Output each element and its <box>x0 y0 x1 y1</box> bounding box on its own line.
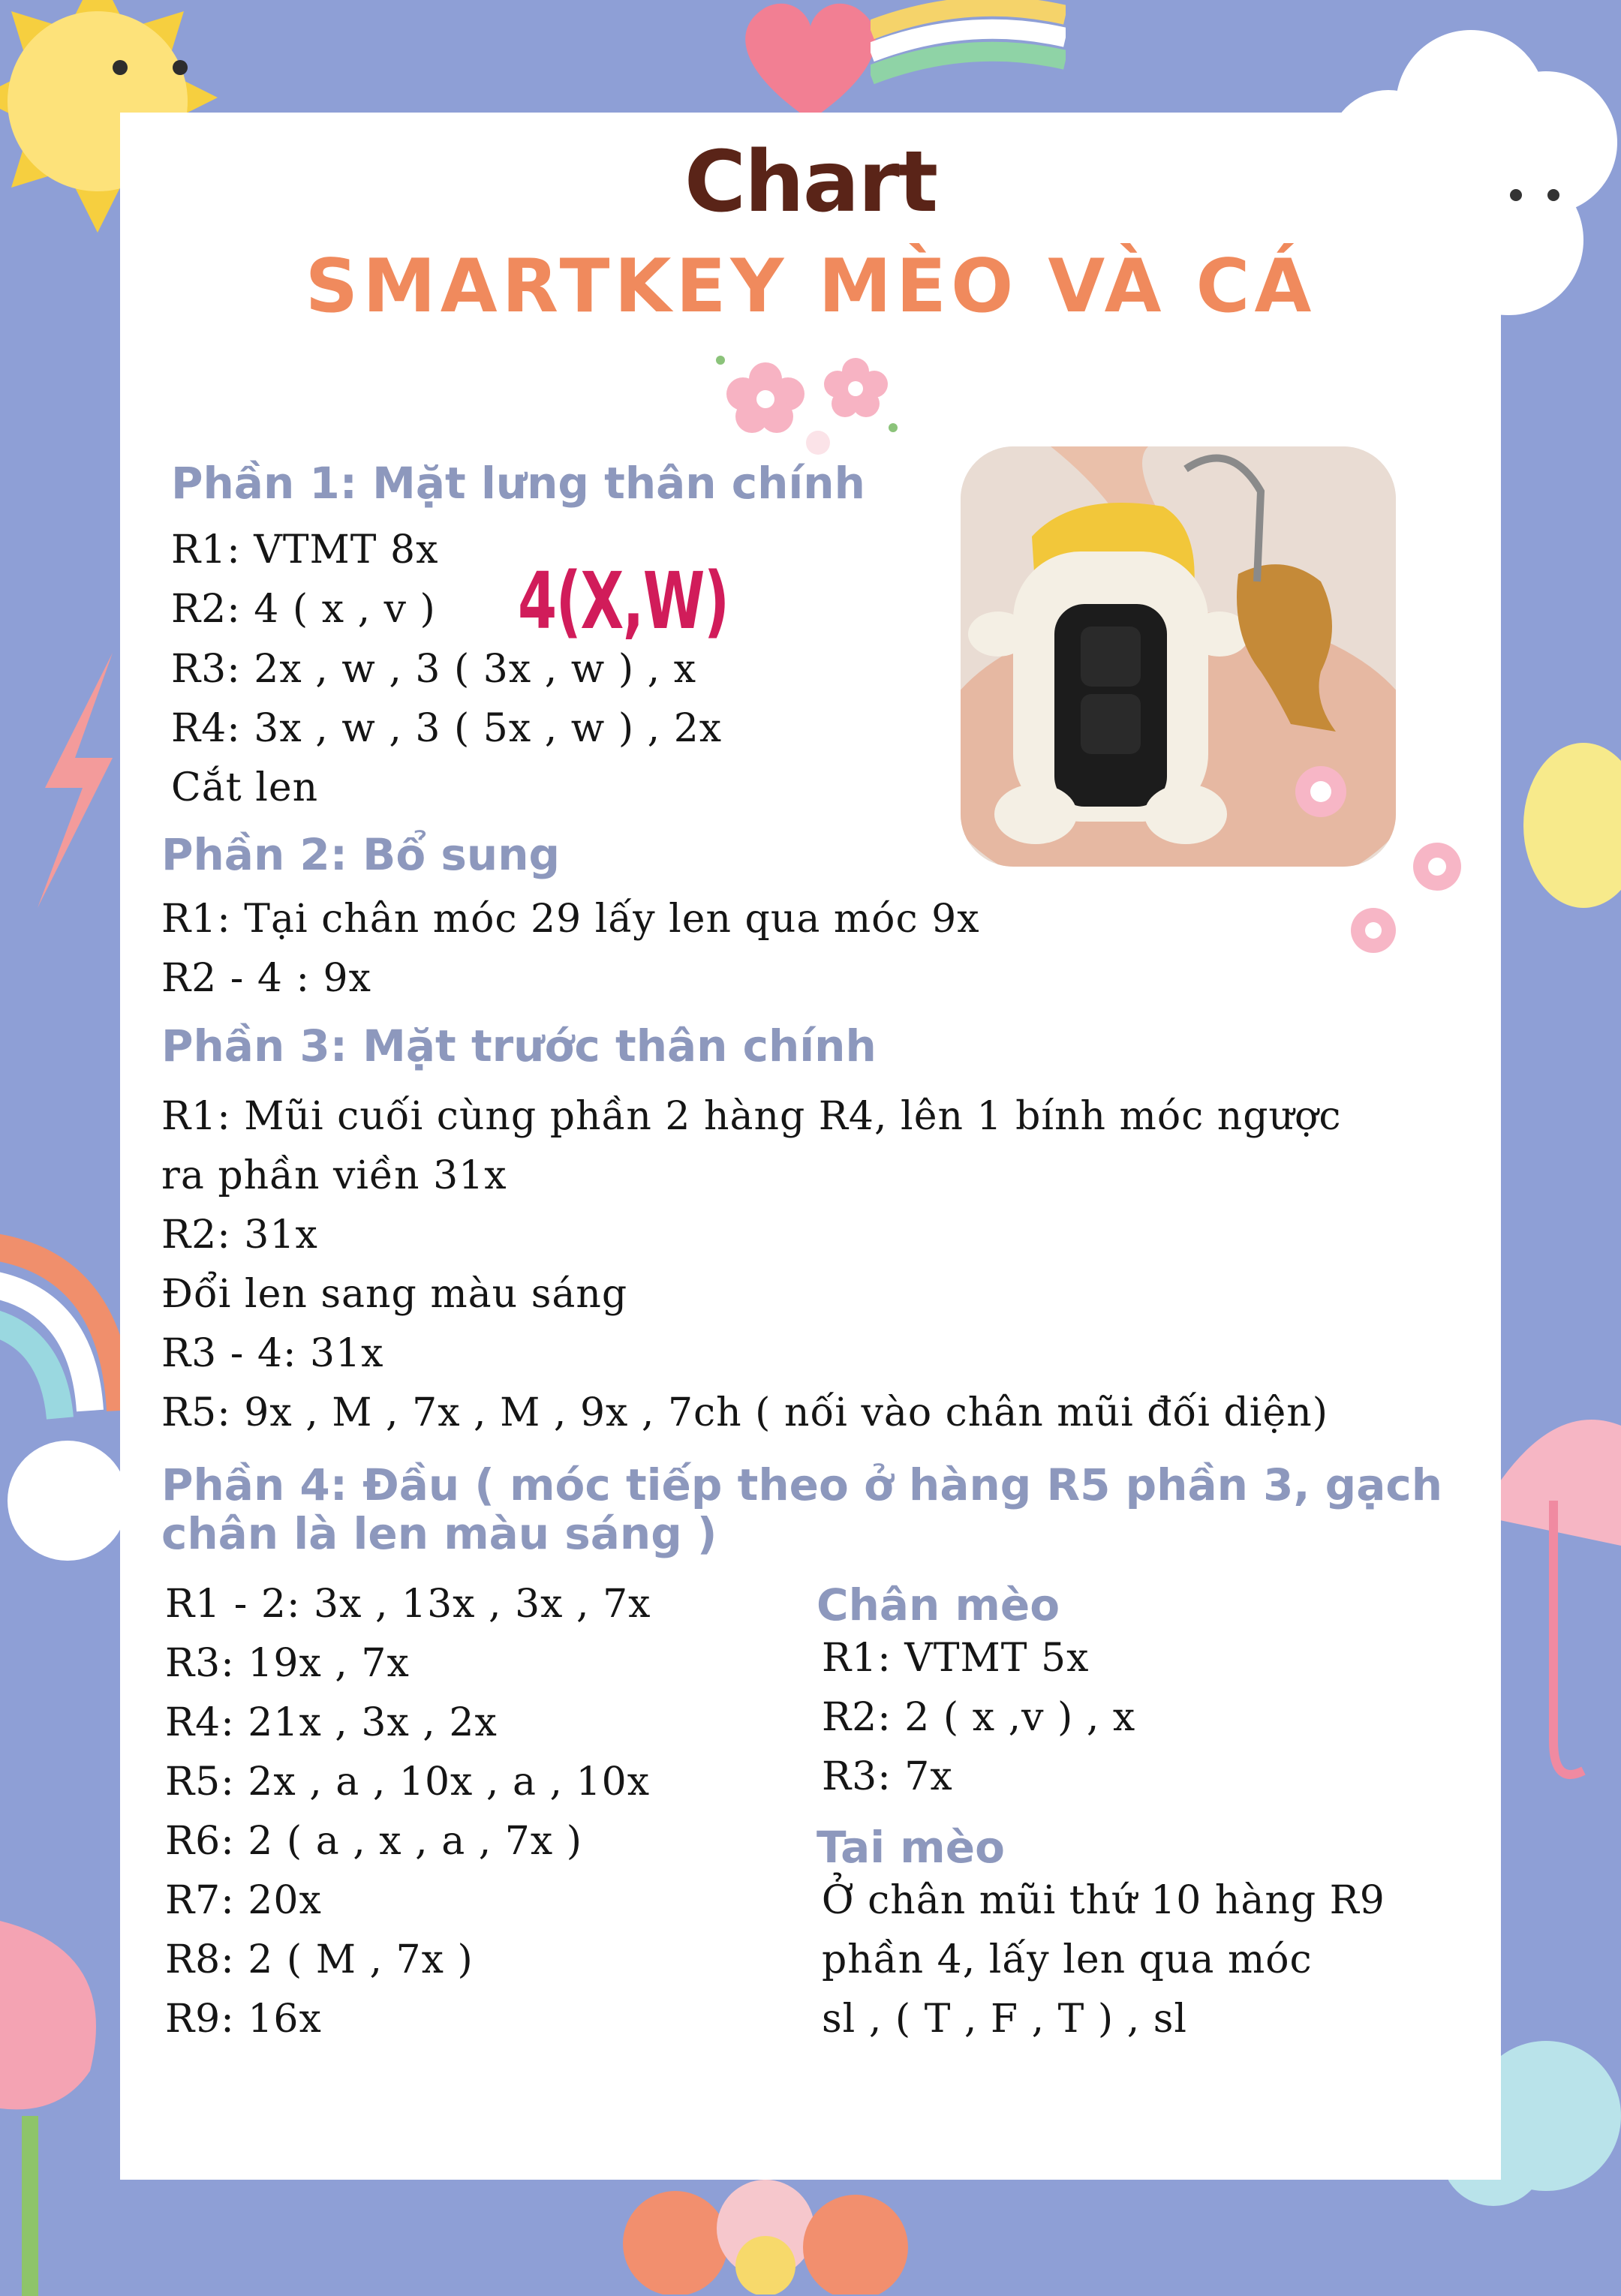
part4-heading-continued: chân là len màu sáng ) <box>161 1508 717 1559</box>
part3-line: ra phần viền 31x <box>161 1153 507 1198</box>
ear-line: phần 4, lấy len qua móc <box>822 1937 1313 1982</box>
lightning-icon <box>30 653 120 908</box>
pattern-card <box>120 113 1501 2180</box>
part4-line: R4: 21x , 3x , 2x <box>165 1700 498 1745</box>
part3-heading: Phần 3: Mặt trước thân chính <box>161 1020 877 1071</box>
flower-icon <box>1501 735 1621 915</box>
paw-heading: Chân mèo <box>817 1579 1060 1630</box>
part1-line: R2: 4 ( x , v ) <box>171 587 436 632</box>
part4-line: R3: 19x , 7x <box>165 1641 410 1686</box>
paw-line: R2: 2 ( x ,v ) , x <box>822 1695 1136 1740</box>
tulip-icon <box>0 1921 128 2296</box>
part3-line: Đổi len sang màu sáng <box>161 1272 628 1317</box>
part2-line: R2 - 4 : 9x <box>161 956 371 1001</box>
flower-icon <box>1291 833 1471 968</box>
handwritten-annotation: 4(X,W) <box>518 555 729 647</box>
part4-line: R7: 20x <box>165 1878 322 1923</box>
paw-line: R1: VTMT 5x <box>822 1636 1090 1681</box>
part2-heading: Phần 2: Bổ sung <box>161 829 561 880</box>
flower-icon <box>705 338 901 458</box>
part2-line: R1: Tại chân móc 29 lấy len qua móc 9x <box>161 897 980 942</box>
part1-line: R3: 2x , w , 3 ( 3x , w ) , x <box>171 647 697 692</box>
part4-line: R6: 2 ( a , x , a , 7x ) <box>165 1819 583 1864</box>
rainbow-icon <box>871 0 1066 105</box>
part3-line: R2: 31x <box>161 1213 318 1258</box>
ear-line: sl , ( T , F , T ) , sl <box>822 1997 1188 2042</box>
part1-heading: Phần 1: Mặt lưng thân chính <box>171 458 865 509</box>
rainbow-icon <box>0 1216 135 1591</box>
paw-line: R3: 7x <box>822 1754 953 1799</box>
ear-line: Ở chân mũi thứ 10 hàng R9 <box>822 1878 1385 1923</box>
part3-line: R5: 9x , M , 7x , M , 9x , 7ch ( nối vào chân mũi đối diện) <box>161 1390 1328 1435</box>
product-photo <box>961 446 1396 867</box>
part1-line: Cắt len <box>171 765 319 810</box>
part4-line: R5: 2x , a , 10x , a , 10x <box>165 1760 651 1805</box>
part1-line: R1: VTMT 8x <box>171 527 439 572</box>
part4-line: R1 - 2: 3x , 13x , 3x , 7x <box>165 1582 651 1627</box>
flower-icon <box>615 2176 931 2294</box>
part4-line: R8: 2 ( M , 7x ) <box>165 1937 474 1982</box>
part4-line: R9: 16x <box>165 1997 322 2042</box>
ear-heading: Tai mèo <box>817 1822 1005 1873</box>
part4-heading: Phần 4: Đầu ( móc tiếp theo ở hàng R5 phần 3, gạch <box>161 1459 1443 1510</box>
part3-line: R3 - 4: 31x <box>161 1331 384 1376</box>
page-subtitle: SMARTKEY MÈO VÀ CÁ <box>305 244 1316 329</box>
part3-line: R1: Mũi cuối cùng phần 2 hàng R4, lên 1 bính móc ngược <box>161 1094 1342 1139</box>
page-title: Chart <box>684 134 937 231</box>
part1-line: R4: 3x , w , 3 ( 5x , w ) , 2x <box>171 706 723 751</box>
